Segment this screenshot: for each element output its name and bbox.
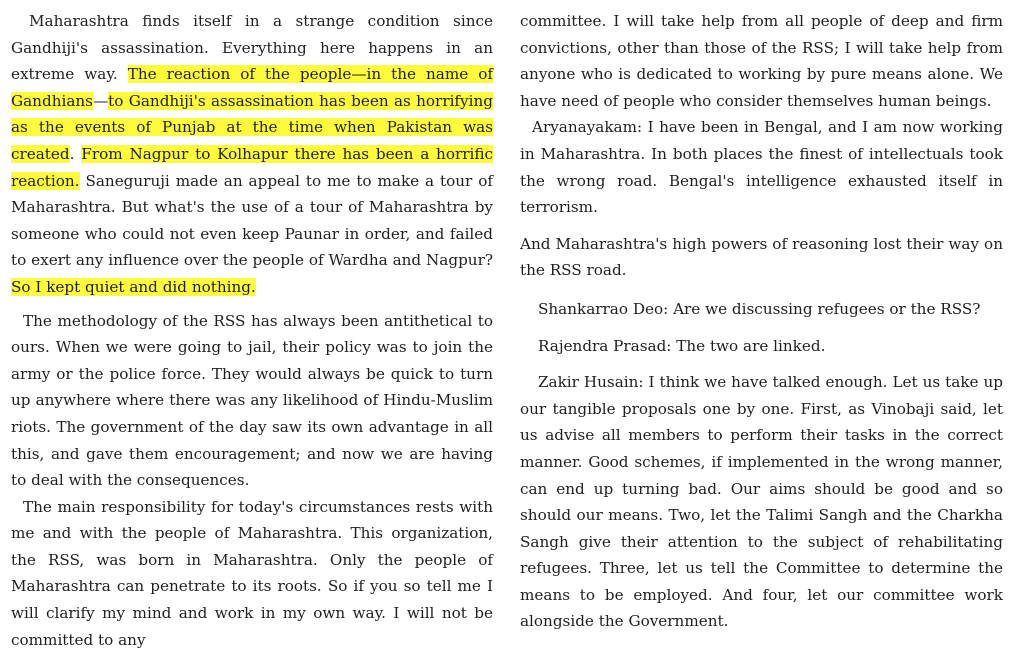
paragraph-aryanayakam: Aryanayakam: I have been in Bengal, and I am now working in Maharashtra. In both places the finest of intellectuals took the wrong road. Bengal's intelligence exhausted itself in terrorism.	[520, 118, 1003, 217]
paragraph-text: .	[69, 144, 82, 163]
highlighted-text: From Nagpur to Kolhapur there has been a horrific reaction.	[11, 144, 493, 190]
paragraph-committee-continuation: committee. I will take help from all people of deep and firm convictions, other than those of the RSS; I will take help from anyone who is dedicated to working by pure means alone. We have need of people who consider themselves human beings.	[520, 12, 1003, 110]
right-column	[520, 8, 1003, 635]
paragraph-zakir-husain: Zakir Husain: I think we have talked enough. Let us take up our tangible proposals one by one. First, as Vinobaji said, let us advise all members to perform their tasks in the correct manner. Good schemes, if implemented in the wrong manner, can end up turning bad. Our aims should be good and so should our means. Two, let the Talimi Sangh and the Charkha Sangh give their attention to the subject of rehabilitating refugees. Three, let us tell the Committee to determine the means to be employed. And four, let our committee work alongside the Government.	[520, 373, 1003, 631]
paragraph-maharashtra-condition	[11, 8, 493, 301]
paragraph-shankarrao-deo: Shankarrao Deo: Are we discussing refugees or the RSS?	[538, 299, 981, 318]
paragraph-text: —	[92, 91, 109, 110]
left-column	[11, 8, 493, 653]
paragraph-text: Saneguruji made an appeal to me to make a tour of Maharashtra. But what's the use of a tour of Maharashtra by someone who could not even keep Paunar in order, and failed to exert any influence over the people of Wardha and Nagpur?	[11, 171, 493, 270]
paragraph-rajendra-prasad: Rajendra Prasad: The two are linked.	[538, 336, 826, 355]
paragraph-maharashtra-reasoning: And Maharashtra's high powers of reasoning lost their way on the RSS road.	[520, 234, 1003, 280]
highlighted-text: So I kept quiet and did nothing.	[11, 277, 256, 296]
highlighted-text: The reaction of the people—in the name of Gandhians	[11, 65, 493, 110]
paragraph-main-responsibility: The main responsibility for today's circumstances rests with me and with the people of Maharashtra. This organization, the RSS, was born in Maharashtra. Only the people of Maharashtra can penetrate to its roots. So if you so tell me I will clarify my mind and work in my own way. I will not be committed to any	[11, 497, 493, 649]
paragraph-rss-methodology: The methodology of the RSS has always been antithetical to ours. When we were going to jail, their policy was to join the army or the police force. They would always be quick to turn up anywhere where there was any likelihood of Hindu-Muslim riots. The government of the day saw its own advantage in all this, and gave them encouragement; and now we are having to deal with the consequences.	[11, 311, 493, 490]
paragraph-text: Maharashtra finds itself in a strange condition since Gandhiji's assassination. Everything here happens in an extreme way.	[11, 12, 493, 84]
highlighted-text: to Gandhiji's assassination has been as horrifying as the events of Punjab at the time when Pakistan was created	[11, 91, 493, 163]
